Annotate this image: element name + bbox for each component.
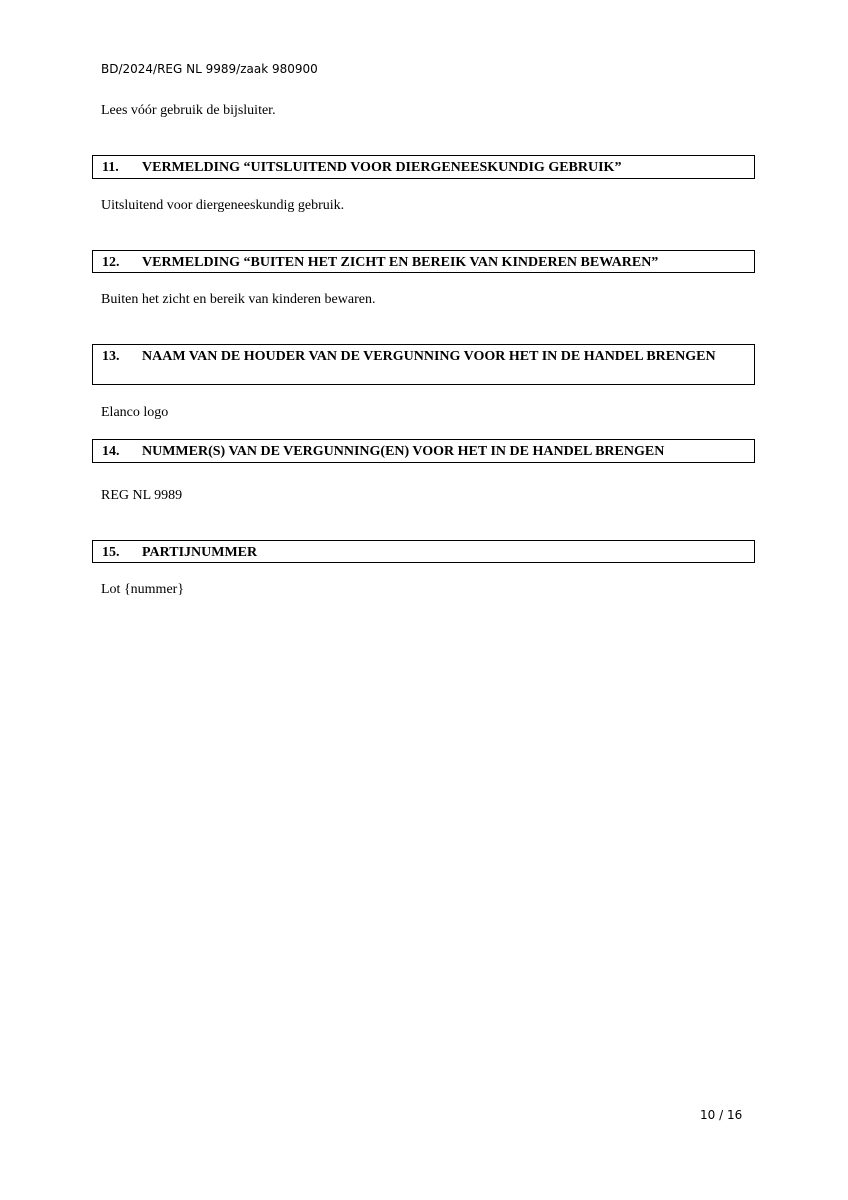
- section-heading-15: [92, 540, 755, 563]
- section-title: PARTIJNUMMER: [142, 545, 258, 560]
- section-number: 14.: [102, 444, 120, 459]
- section-content-15: Lot {nummer}: [101, 582, 185, 597]
- section-content-13: Elanco logo: [101, 405, 169, 420]
- page-number: 10 / 16: [700, 1108, 743, 1122]
- section-number: 13.: [102, 349, 120, 364]
- section-content-14: REG NL 9989: [101, 488, 183, 503]
- section-title: NUMMER(S) VAN DE VERGUNNING(EN) VOOR HET IN DE HANDEL BRENGEN: [142, 444, 665, 459]
- section-title: VERMELDING “UITSLUITEND VOOR DIERGENEESKUNDIG GEBRUIK”: [142, 160, 622, 175]
- section-title: VERMELDING “BUITEN HET ZICHT EN BEREIK VAN KINDEREN BEWAREN”: [142, 255, 659, 270]
- section-number: 15.: [102, 545, 120, 560]
- section-heading-12: [92, 250, 755, 273]
- section-number: 12.: [102, 255, 120, 270]
- section-heading-14: [92, 439, 755, 463]
- document-reference: BD/2024/REG NL 9989/zaak 980900: [101, 62, 318, 76]
- section-heading-13: [92, 344, 755, 385]
- section-heading-11: [92, 155, 755, 179]
- section-content-11: Uitsluitend voor diergeneeskundig gebruik.: [101, 198, 345, 213]
- intro-text: Lees vóór gebruik de bijsluiter.: [101, 103, 276, 118]
- section-title: NAAM VAN DE HOUDER VAN DE VERGUNNING VOOR HET IN DE HANDEL BRENGEN: [142, 349, 716, 364]
- section-content-12: Buiten het zicht en bereik van kinderen bewaren.: [101, 292, 376, 307]
- section-number: 11.: [102, 160, 119, 175]
